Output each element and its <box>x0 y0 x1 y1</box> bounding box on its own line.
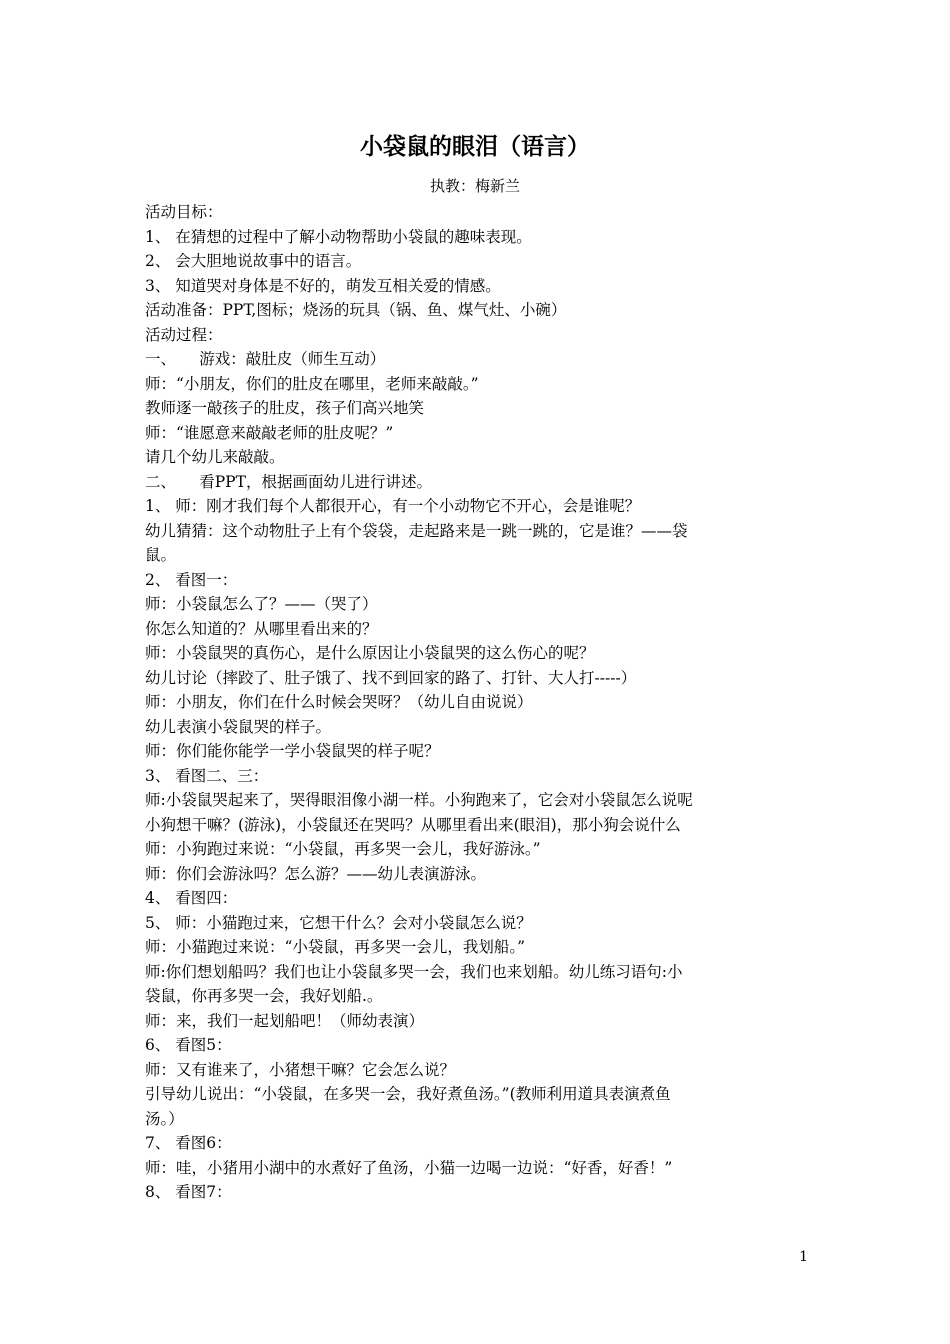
text-line: 幼儿讨论（摔跤了、肚子饿了、找不到回家的路了、打针、大人打-----） <box>145 668 637 687</box>
text-line: 师：你们能你能学一学小袋鼠哭的样子呢？ <box>145 742 440 760</box>
text-line: 引导幼儿说出：“小袋鼠，在多哭一会，我好煮鱼汤。”(教师利用道具表演煮鱼 <box>145 1085 671 1103</box>
text-line: 二、 看PPT，根据画面幼儿进行讲述。 <box>145 472 432 491</box>
text-line: 3、 看图二、三： <box>145 766 269 785</box>
text-line: 一、 游戏：敲肚皮（师生互动） <box>145 350 386 368</box>
text-line: 教师逐一敲孩子的肚皮，孩子们高兴地笑 <box>145 399 425 417</box>
text-line: 师:小袋鼠哭起来了，哭得眼泪像小湖一样。小狗跑来了，它会对小袋鼠怎么说呢 <box>145 791 693 809</box>
text-line: 请几个幼儿来敲敲。 <box>145 448 285 466</box>
text-line: 袋鼠，你再多哭一会，我好划船.。 <box>145 987 383 1005</box>
text-line: 师：哇，小猪用小湖中的水煮好了鱼汤，小猫一边喝一边说：“好香，好香！” <box>145 1158 673 1177</box>
text-line: 鼠。 <box>145 546 177 564</box>
text-line: 师：小袋鼠哭的真伤心，是什么原因让小袋鼠哭的这么伤心的呢？ <box>145 644 595 662</box>
text-line: 小狗想干嘛？(游泳)，小袋鼠还在哭吗？从哪里看出来(眼泪)，那小狗会说什么 <box>145 815 681 834</box>
text-line: 活动过程： <box>145 325 223 344</box>
text-line: 汤。） <box>145 1109 184 1128</box>
text-line: 1、 在猜想的过程中了解小动物帮助小袋鼠的趣味表现。 <box>145 227 532 246</box>
text-line: 师：小朋友，你们在什么时候会哭呀？（幼儿自由说说） <box>145 693 533 711</box>
text-line: 幼儿表演小袋鼠哭的样子。 <box>145 717 332 736</box>
author-line: 执教：梅新兰 <box>429 177 520 195</box>
text-line: 师：小袋鼠怎么了？——（哭了） <box>145 595 378 613</box>
document-title: 小袋鼠的眼泪（语言） <box>360 134 590 160</box>
text-line: 2、 看图一： <box>145 570 238 589</box>
text-line: 活动目标： <box>145 203 223 221</box>
text-line: 7、 看图6： <box>145 1134 232 1152</box>
text-line: 活动准备：PPT,图标；烧汤的玩具（锅、鱼、煤气灶、小碗） <box>145 301 567 319</box>
text-line: 3、 知道哭对身体是不好的，萌发互相关爱的情感。 <box>145 276 501 295</box>
text-line: 师：小猫跑过来说：“小袋鼠，再多哭一会儿，我划船。” <box>145 938 526 956</box>
text-line: 4、 看图四： <box>145 889 238 907</box>
text-line: 1、 师：刚才我们每个人都很开心，有一个小动物它不开心，会是谁呢？ <box>145 497 641 515</box>
text-line: 2、 会大胆地说故事中的语言。 <box>145 252 362 270</box>
text-line: 师:你们想划船吗？我们也让小袋鼠多哭一会，我们也来划船。幼儿练习语句:小 <box>145 962 683 981</box>
text-line: 幼儿猜猜：这个动物肚子上有个袋袋，走起路来是一跳一跳的，它是谁？——袋 <box>145 521 688 540</box>
text-line: 师：你们会游泳吗？怎么游？——幼儿表演游泳。 <box>145 864 487 883</box>
text-line: 师：来，我们一起划船吧！（师幼表演） <box>145 1011 425 1030</box>
document-body <box>145 200 813 1205</box>
text-line: 师：又有谁来了，小猪想干嘛？它会怎么说？ <box>145 1060 456 1079</box>
text-line: 6、 看图5： <box>145 1036 232 1054</box>
text-line: 师：“谁愿意来敲敲老师的肚皮呢？” <box>145 423 394 442</box>
page-number: 1 <box>799 1249 808 1265</box>
text-line: 师：“小朋友，你们的肚皮在哪里，老师来敲敲。” <box>145 374 479 393</box>
text-line: 你怎么知道的？从哪里看出来的？ <box>145 619 378 638</box>
text-line: 5、 师：小猫跑过来，它想干什么？会对小袋鼠怎么说？ <box>145 913 532 932</box>
text-line: 师：小狗跑过来说：“小袋鼠，再多哭一会儿，我好游泳。” <box>145 840 541 858</box>
text-line: 8、 看图7： <box>145 1183 232 1201</box>
